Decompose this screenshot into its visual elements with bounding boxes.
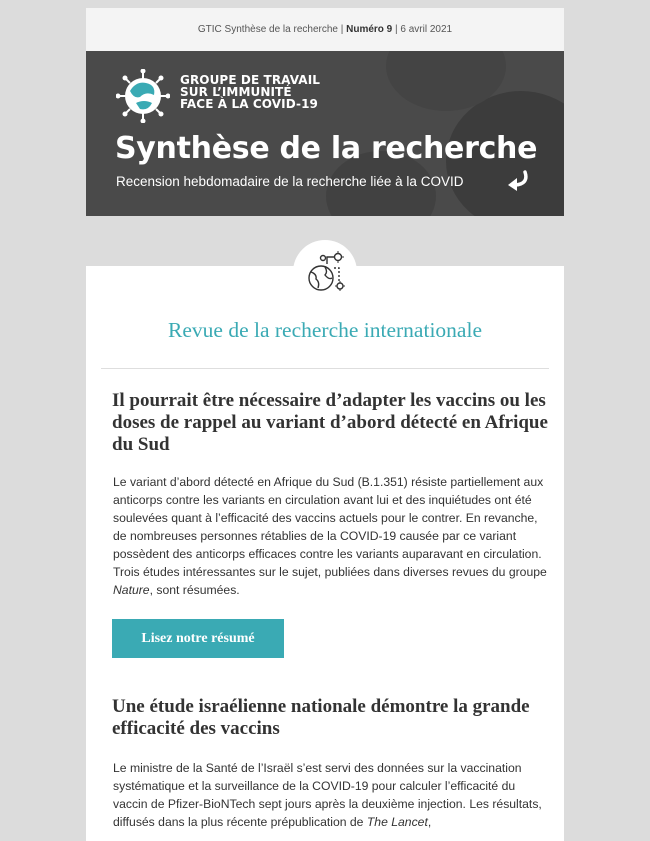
journal-name: The Lancet: [366, 815, 428, 829]
publication-name: GTIC Synthèse de la recherche |: [197, 24, 344, 35]
newsletter-subtitle: Recension hebdomadaire de la recherche liée à la COVID: [116, 174, 464, 189]
journal-name: Nature: [113, 583, 150, 597]
org-line: GROUPE DE TRAVAIL: [180, 73, 321, 87]
article-title: Il pourrait être nécessaire d’adapter les vaccins ou les doses de rappel au variant d’abord détecté en Afrique du Sud: [112, 390, 548, 455]
summary-text: ,: [427, 815, 432, 829]
newsletter-title: Synthèse de la recherche: [115, 131, 538, 166]
preheader: [86, 8, 564, 51]
read-summary-button[interactable]: Lisez notre résumé: [112, 619, 284, 658]
issue-date: | 6 avril 2021: [395, 24, 453, 35]
article-summary: [113, 759, 553, 831]
summary-text: Le ministre de la Santé de l’Israël s’est servi des données sur la vaccination systématique et la surveillance de la COVID-19 pour calculer l’efficacité du vaccin de Pfizer-BioNTech sept jours après la deuxième injection. Les résultats, diffusés dans la plus récente prépublication de: [113, 761, 542, 829]
section-badge: [293, 240, 357, 304]
issue-number: Numéro 9: [346, 24, 393, 35]
summary-text: Le variant d’abord détecté en Afrique du Sud (B.1.351) résiste partiellement aux anticorps contre les variants en circulation avant lui et des inquiétudes ont été soulevées quant à l’efficacité des vaccins actuels pour le contrer. En revanche, de nombreuses personnes rétablies de la COVID-19 causée par ce variant possèdent des anticorps efficaces contre les variants auparavant en circulation. Trois études intéressantes sur le sujet, publiées dans diverses revues du groupe: [113, 475, 547, 579]
article-summary: [113, 473, 553, 599]
org-line: FACE À LA COVID-19: [180, 97, 318, 111]
hero-banner: [86, 51, 564, 216]
section-divider: [101, 368, 549, 369]
organization-name: [180, 74, 320, 110]
curved-arrow-icon: [505, 170, 531, 192]
summary-text: , sont résumées.: [149, 583, 240, 597]
virus-logo-icon: [116, 69, 170, 123]
globe-virus-icon: [301, 248, 349, 296]
article-title: Une étude israélienne nationale démontre la grande efficacité des vaccins: [112, 696, 530, 739]
org-line: SUR L’IMMUNITÉ: [180, 85, 292, 99]
section-title: Revue de la recherche internationale: [168, 318, 482, 342]
